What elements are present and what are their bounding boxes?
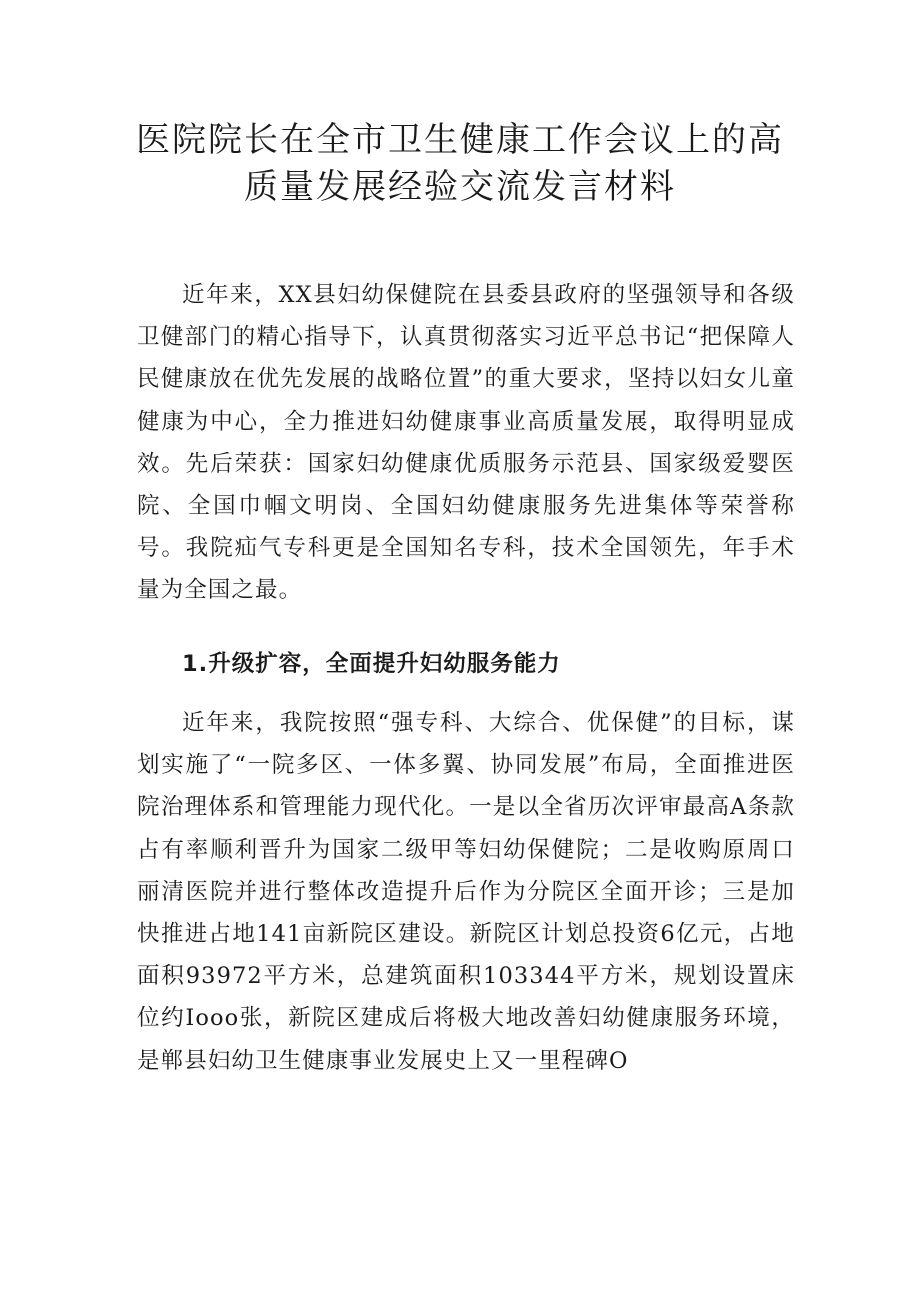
title-line-2: 质量发展经验交流发言材料 [244,167,676,207]
section-heading-1: 1.升级扩容，全面提升妇幼服务能力 [182,651,561,677]
intro-paragraph: 近年来，XX县妇幼保健院在县委县政府的坚强领导和各级卫健部门的精心指导下，认真贯彻落实习近平总书记“把保障人民健康放在优先发展的战略位置”的重大要求，坚持以妇女儿童健康为中心，全力推进妇幼健康事业高质量发展，取得明显成效。先后荣获：国家妇幼健康优质服务示范县、国家级爱婴医院、全国巾帼文明岗、全国妇幼健康服务先进集体等荣誉称号。我院疝气专科更是全国知名专科，技术全国领先，年手术量为全国之最。 [137,282,795,604]
document-title [0,117,920,211]
title-line-1: 医院院长在全市卫生健康工作会议上的高 [136,120,784,160]
section-1-paragraph: 近年来，我院按照“强专科、大综合、优保健”的目标，谋划实施了“一院多区、一体多翼、协同发展”布局，全面推进医院治理体系和管理能力现代化。一是以全省历次评审最高A条款占有率顺利晋升为国家二级甲等妇幼保健院；二是收购原周口丽清医院并进行整体改造提升后作为分院区全面开诊；三是加快推进占地141亩新院区建设。新院区计划总投资6亿元，占地面积93972平方米，总建筑面积103344平方米，规划设置床位约Iooo张，新院区建成后将极大地改善妇幼健康服务环境，是郸县妇幼卫生健康事业发展史上又一里程碑O [137,710,795,1074]
